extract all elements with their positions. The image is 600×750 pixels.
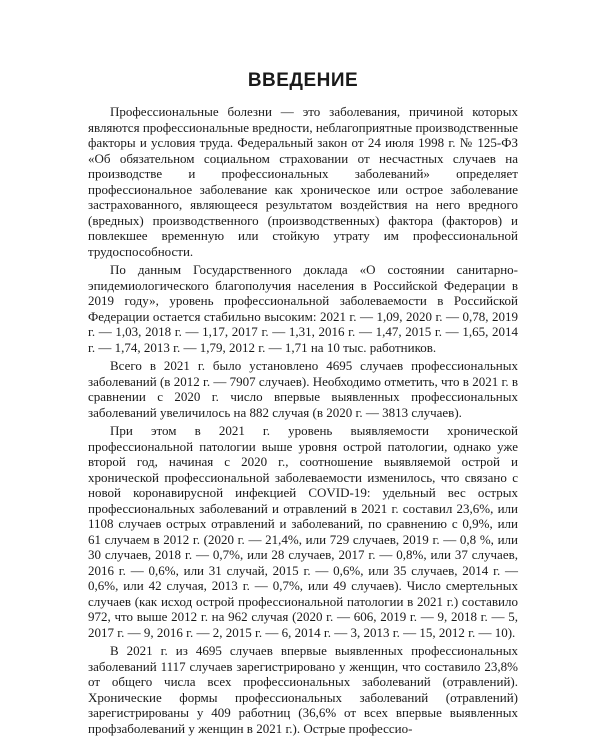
document-page	[88, 70, 518, 739]
paragraph: Профессиональные болезни — это заболевания, причиной которых являются профессиональные вредности, неблагоприятные производственные факторы и условия труда. Федеральный закон от 24 июля 1998 г. № 125-ФЗ «Об обязательном социальном страховании от несчастных случаев на производстве и профессиональных заболеваний» определяет профессиональное заболевание как хроническое или острое заболевание застрахованного, являющееся результатом воздействия на него вредного (вредных) производственного (производственных) фактора (факторов) и повлекшее временную или стойкую утрату им профессиональной трудоспособности.	[88, 104, 518, 259]
chapter-title: ВВЕДЕНИЕ	[247, 70, 359, 91]
paragraph: По данным Государственного доклада «О состоянии санитарно-эпидемиологического благополучия населения в Российской Федерации в 2019 году», уровень профессиональной заболеваемости в Российской Федерации остается стабильно высоким: 2021 г. — 1,09, 2020 г. — 0,78, 2019 г. — 1,03, 2018 г. — 1,17, 2017 г. — 1,31, 2016 г. — 1,47, 2015 г. — 1,65, 2014 г. — 1,74, 2013 г. — 1,79, 2012 г. — 1,71 на 10 тыс. работников.	[88, 262, 518, 355]
paragraph: В 2021 г. из 4695 случаев впервые выявленных профессиональных заболеваний 1117 случаев зарегистрировано у женщин, что составило 23,8% от общего числа всех профессиональных заболеваний (отравлений). Хронические формы профессиональных заболеваний (отравлений) зарегистрированы у 409 работниц (36,6% от всех впервые выявленных профзаболеваний у женщин в 2021 г.). Острые профессио-	[88, 643, 518, 736]
paragraph: При этом в 2021 г. уровень выявляемости хронической профессиональной патологии выше уровня острой патологии, однако уже второй год, начиная с 2020 г., соотношение выявляемой острой и хронической профессиональной заболеваемости изменилось, что связано с новой коронавирусной инфекцией COVID-19: удельный вес острых профессиональных заболеваний и отравлений в 2021 г. составил 23,6%, или 1108 случаев острых отравлений и заболеваний, по сравнению с 0,9%, или 61 случаем в 2012 г. (2020 г. — 21,4%, или 729 случаев, 2019 г. — 0,8 %, или 30 случаев, 2018 г. — 0,7%, или 28 случаев, 2017 г. — 0,8%, или 37 случаев, 2016 г. — 0,6%, или 31 случай, 2015 г. — 0,6%, или 35 случаев, 2014 г. — 0,6%, или 42 случая, 2013 г. — 0,7%, или 49 случаев). Число смертельных случаев (как исход острой профессиональной патологии в 2021 г.) составило 972, что выше 2012 г. на 962 случая (2020 г. — 606, 2019 г. — 9, 2018 г. — 5, 2017 г. — 9, 2016 г. — 2, 2015 г. — 6, 2014 г. — 3, 2013 г. — 15, 2012 г. — 10).	[88, 423, 518, 640]
paragraph: Всего в 2021 г. было установлено 4695 случаев профессиональных заболеваний (в 2012 г. — 7907 случаев). Необходимо отметить, что в 2021 г. в сравнении с 2020 г. число впервые выявленных профессиональных заболеваний увеличилось на 882 случая (в 2020 г. — 3813 случаев).	[88, 358, 518, 420]
